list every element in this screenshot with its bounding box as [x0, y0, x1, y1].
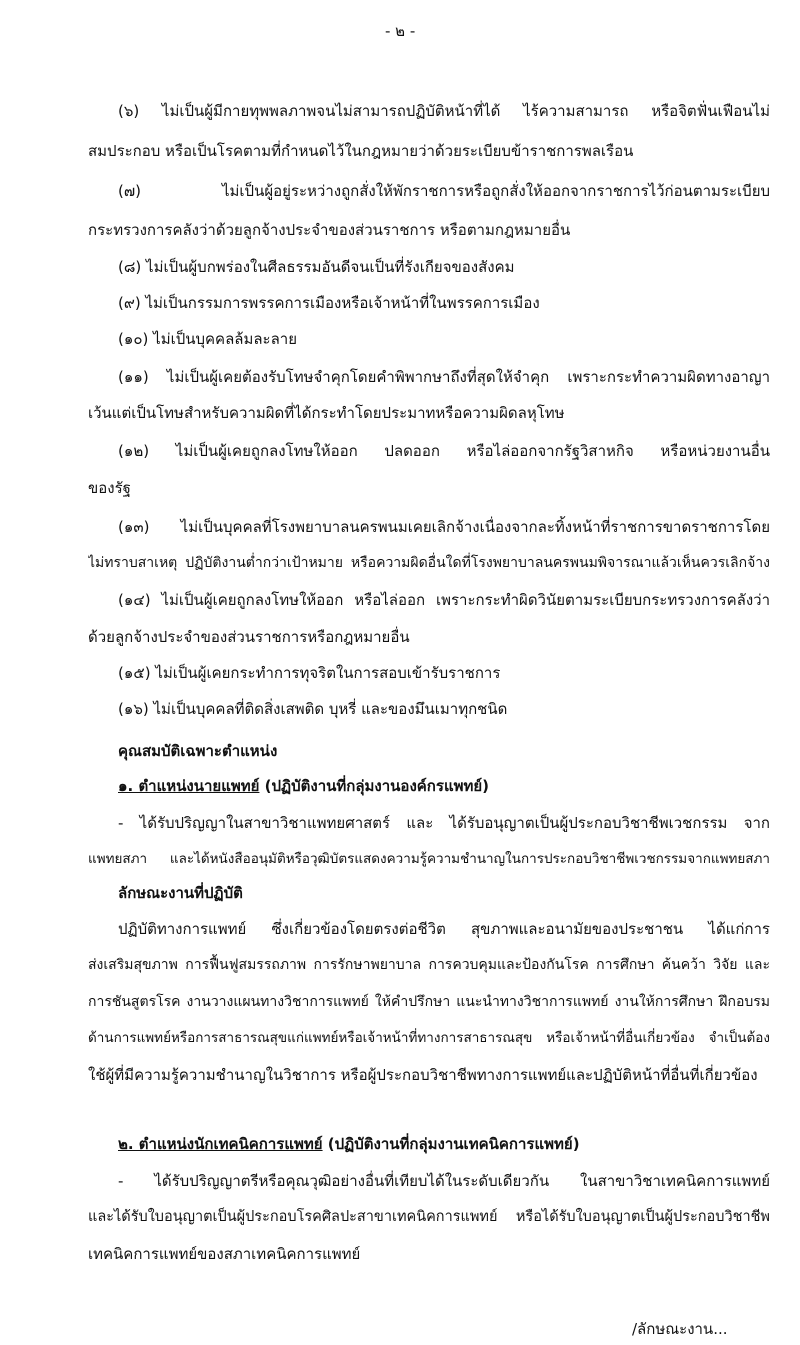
position1-title-suffix: (ปฏิบัติงานที่กลุ่มงานองค์กรแพทย์) — [259, 777, 490, 795]
list-item-12-line1: (๑๒) ไม่เป็นผู้เคยถูกลงโทษให้ออก ปลดออก หรือไล่ออกจากรัฐวิสาหกิจ หรือหน่วยงานอื่น — [118, 442, 770, 460]
position1-duty-heading: ลักษณะงานที่ปฏิบัติ — [118, 884, 243, 902]
list-item-7-line1: (๗) ไม่เป็นผู้อยู่ระหว่างถูกสั่งให้พักราชการหรือถูกสั่งให้ออกจากราชการไว้ก่อนตามระเบียบ — [118, 182, 770, 200]
list-item-11-line2: เว้นแต่เป็นโทษสำหรับความผิดที่ได้กระทำโดยประมาทหรือความผิดลหุโทษ — [88, 404, 565, 422]
position1-heading — [118, 775, 770, 797]
list-item-6-line2: สมประกอบ หรือเป็นโรคตามที่กำหนดไว้ในกฎหมายว่าด้วยระเบียบข้าราชการพลเรือน — [88, 142, 634, 160]
list-item-7-line2: กระทรวงการคลังว่าด้วยลูกจ้างประจำของส่วนราชการ หรือตามกฎหมายอื่น — [88, 221, 571, 239]
position2-qualification-line2: และได้รับใบอนุญาตเป็นผู้ประกอบโรคศิลปะสาขาเทคนิคการแพทย์ หรือได้รับใบอนุญาตเป็นผู้ประกอบวิชาชีพ — [88, 1209, 770, 1225]
list-item-8: (๘) ไม่เป็นผู้บกพร่องในศีลธรรมอันดีจนเป็นที่รังเกียจของสังคม — [118, 258, 515, 276]
position2-heading — [118, 1133, 770, 1155]
position1-duty-line3: การชันสูตรโรค งานวางแผนทางวิชาการแพทย์ ให้คำปรึกษา แนะนำทางวิชาการแพทย์ งานให้การศึกษา ฝึกอบรม — [88, 994, 770, 1010]
list-item-14-line2: ด้วยลูกจ้างประจำของส่วนราชการหรือกฎหมายอื่น — [88, 628, 410, 646]
section-heading: คุณสมบัติเฉพาะตำแหน่ง — [118, 742, 278, 760]
list-item-12-line2: ของรัฐ — [88, 479, 131, 497]
position2-qualification-line1: - ได้รับปริญญาตรีหรือคุณวุฒิอย่างอื่นที่เทียบได้ในระดับเดียวกัน ในสาขาวิชาเทคนิคการแพทย์ — [118, 1172, 770, 1190]
position1-title: ๑. ตำแหน่งนายแพทย์ — [118, 777, 260, 795]
list-item-13-line2: ไม่ทราบสาเหตุ ปฏิบัติงานต่ำกว่าเป้าหมาย หรือความผิดอื่นใดที่โรงพยาบาลนครพนมพิจารณาแล้วเห็นควรเลิกจ้าง — [88, 555, 770, 571]
list-item-14-line1: (๑๔) ไม่เป็นผู้เคยถูกลงโทษให้ออก หรือไล่ออก เพราะกระทำผิดวินัยตามระเบียบกระทรวงการคลังว่า — [118, 591, 770, 609]
list-item-6-line1: (๖) ไม่เป็นผู้มีกายทุพพลภาพจนไม่สามารถปฏิบัติหน้าที่ได้ ไร้ความสามารถ หรือจิตฟั่นเฟือนไม่ — [118, 102, 770, 120]
position2-title-suffix: (ปฏิบัติงานที่กลุ่มงานเทคนิคการแพทย์) — [322, 1135, 580, 1153]
list-item-16: (๑๖) ไม่เป็นบุคคลที่ติดสิ่งเสพติด บุหรี่ และของมึนเมาทุกชนิด — [118, 700, 508, 718]
position2-qualification-line3: เทคนิคการแพทย์ของสภาเทคนิคการแพทย์ — [88, 1245, 361, 1263]
list-item-10: (๑๐) ไม่เป็นบุคคลล้มละลาย — [118, 330, 297, 348]
page-number: - ๒ - — [385, 22, 416, 40]
position2-title: ๒. ตำแหน่งนักเทคนิคการแพทย์ — [118, 1135, 323, 1153]
position1-duty-line4: ด้านการแพทย์หรือการสาธารณสุขแก่แพทย์หรือเจ้าหน้าที่ทางการสาธารณสุข หรือเจ้าหน้าที่อื่นเกี่ยวข้อง จำเป็นต้อง — [88, 1030, 770, 1046]
position1-duty-line5: ใช้ผู้ที่มีความรู้ความชำนาญในวิชาการ หรือผู้ประกอบวิชาชีพทางการแพทย์และปฏิบัติหน้าที่อื่นที่เกี่ยวข้อง — [88, 1066, 758, 1084]
position1-duty-line1: ปฏิบัติทางการแพทย์ ซึ่งเกี่ยวข้องโดยตรงต่อชีวิต สุขภาพและอนามัยของประชาชน ได้แก่การ — [118, 920, 770, 938]
position1-duty-line2: ส่งเสริมสุขภาพ การฟื้นฟูสมรรถภาพ การรักษาพยาบาล การควบคุมและป้องกันโรค การศึกษา ค้นคว้า วิจัย และ — [88, 957, 770, 973]
list-item-13-line1: (๑๓) ไม่เป็นบุคคลที่โรงพยาบาลนครพนมเคยเลิกจ้างเนื่องจากละทิ้งหน้าที่ราชการขาดราชการโดย — [118, 518, 770, 536]
list-item-11-line1: (๑๑) ไม่เป็นผู้เคยต้องรับโทษจำคุกโดยคำพิพากษาถึงที่สุดให้จำคุก เพราะกระทำความผิดทางอาญา — [118, 368, 770, 386]
list-item-9: (๙) ไม่เป็นกรรมการพรรคการเมืองหรือเจ้าหน้าที่ในพรรคการเมือง — [118, 294, 540, 312]
continuation-note: /ลักษณะงาน... — [632, 1320, 728, 1338]
list-item-15: (๑๕) ไม่เป็นผู้เคยกระทำการทุจริตในการสอบเข้ารับราชการ — [118, 664, 501, 682]
position1-qualification-line1: - ได้รับปริญญาในสาขาวิชาแพทยศาสตร์ และ ได้รับอนุญาตเป็นผู้ประกอบวิชาชีพเวชกรรม จาก — [118, 814, 770, 832]
position1-qualification-line2: แพทยสภา และได้หนังสืออนุมัติหรือวุฒิบัตรแสดงความรู้ความชำนาญในการประกอบวิชาชีพเวชกรรมจากแพทยสภา — [88, 851, 770, 867]
